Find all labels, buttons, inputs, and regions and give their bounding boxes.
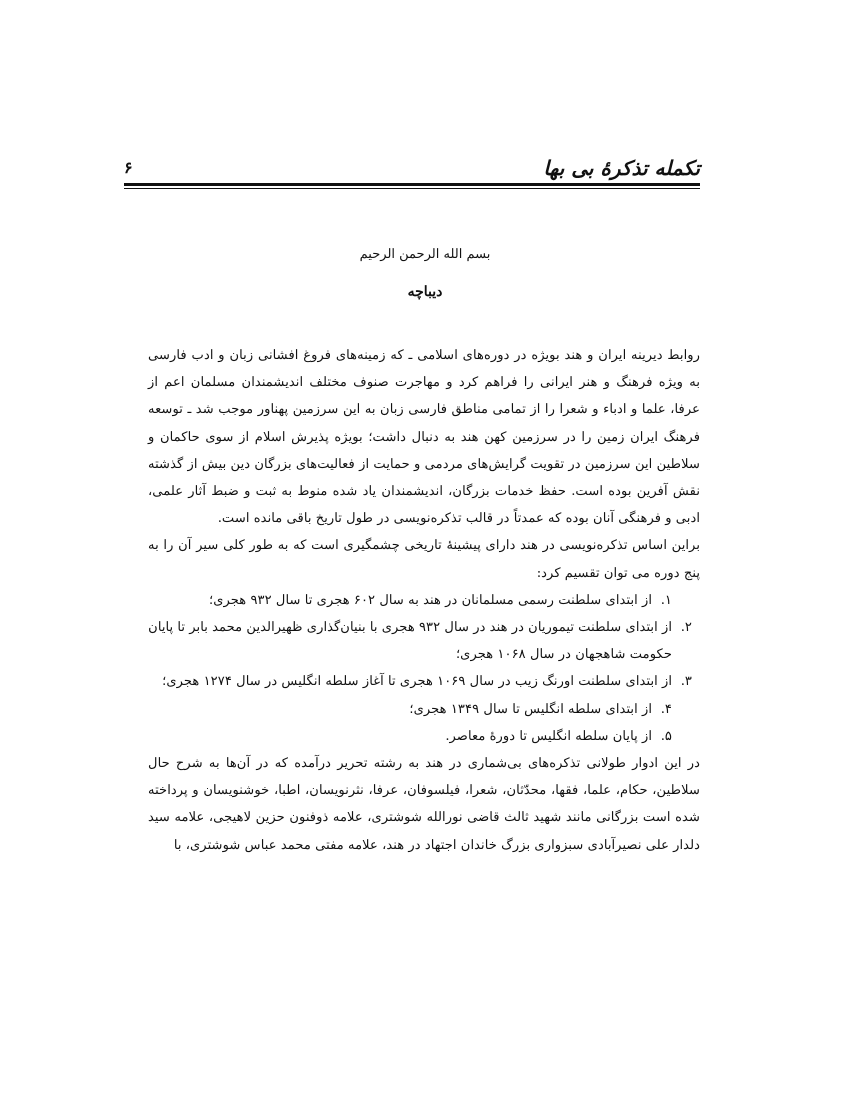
list-item-number: ۴. <box>660 701 672 717</box>
periods-list <box>148 587 700 750</box>
list-item-number: ۵. <box>660 728 672 744</box>
list-item-text: از ابتدای سلطنت تیموریان در هند در سال ۹۳۲ هجری با بنیان‌گذاری ظهیرالدین محمد بابر تا پایان حکومت شاهجهان در سال ۱۰۶۸ هجری؛ <box>148 620 672 663</box>
page-number: ۶ <box>124 158 133 177</box>
basmala: بسم الله الرحمن الرحیم <box>359 247 491 262</box>
list-item-number: ۲. <box>680 620 692 636</box>
list-item <box>148 587 700 614</box>
paragraph-closing: در این ادوار طولانی تذکره‌های بی‌شماری در هند به رشته تحریر درآمده که در آن‌ها به شرح حال سلاطین، حکام، علما، فقها، محدّثان، شعرا، فیلسوفان، عرفا، نثرنویسان، اطبا، خوشنویسان و پرداخته شده است بزرگانی مانند شهید ثالث قاضی نورالله شوشتری، علامه ذوفنون حزین لاهیجی، علامه سید دلدار علی نصیرآبادی سبزواری بزرگ خاندان اجتهاد در هند، علامه مفتی محمد عباس شوشتری، با <box>148 756 700 853</box>
header-rule-thin <box>124 188 700 189</box>
book-title: تکمله تذکرهٔ بی بها <box>543 156 700 180</box>
list-item <box>148 668 700 695</box>
list-item <box>148 614 700 668</box>
list-item-number: ۱. <box>660 592 672 608</box>
list-item-number: ۳. <box>680 674 692 690</box>
header-rule-thick <box>124 183 700 186</box>
paragraph-periods-lead: براین اساس تذکره‌نویسی در هند دارای پیشینهٔ تاریخی چشمگیری است که به طور کلی سیر آن را به پنج دوره می توان تقسیم کرد: <box>148 538 700 581</box>
list-item <box>148 723 700 750</box>
paragraph-intro: روابط دیرینه ایران و هند بویژه در دوره‌های اسلامی ـ که زمینه‌های فروغ افشانی زبان و ادب فارسی به ویژه فرهنگ و هنر ایرانی را فراهم کرد و مهاجرت صنوف مختلف اندیشمندان مسلمان اعم از عرفا، علما و ادباء و شعرا را از تمامی مناطق فارسی زبان به این سرزمین پهناور موجب شد ـ توسعه فرهنگ ایران زمین را در سرزمین کهن هند به دنبال داشت؛ بویژه پذیرش اسلام از سوی حاکمان و سلاطین این سرزمین در تقویت گرایش‌های مردمی و حمایت از فعالیت‌های بزرگان دین بیش از گذشته نقش آفرین بوده است. حفظ خدمات بزرگان، اندیشمندان یاد شده منوط به ثبت و ضبط آثار علمی، ادبی و فرهنگی آنان بوده که عمدتاً در قالب تذکره‌نویسی در طول تاریخ باقی مانده است. <box>148 348 700 527</box>
section-title: دیباچه <box>407 284 443 300</box>
list-item-text: از ابتدای سلطه انگلیس تا سال ۱۳۴۹ هجری؛ <box>409 701 652 717</box>
list-item <box>148 696 700 723</box>
list-item-text: از ابتدای سلطنت رسمی مسلمانان در هند به سال ۶۰۲ هجری تا سال ۹۳۲ هجری؛ <box>209 592 652 608</box>
list-item-text: از ابتدای سلطنت اورنگ زیب در سال ۱۰۶۹ هجری تا آغاز سلطه انگلیس در سال ۱۲۷۴ هجری؛ <box>162 674 672 690</box>
list-item-text: از پایان سلطه انگلیس تا دورهٔ معاصر. <box>445 728 652 744</box>
body-text <box>148 342 700 859</box>
running-header <box>124 156 700 186</box>
